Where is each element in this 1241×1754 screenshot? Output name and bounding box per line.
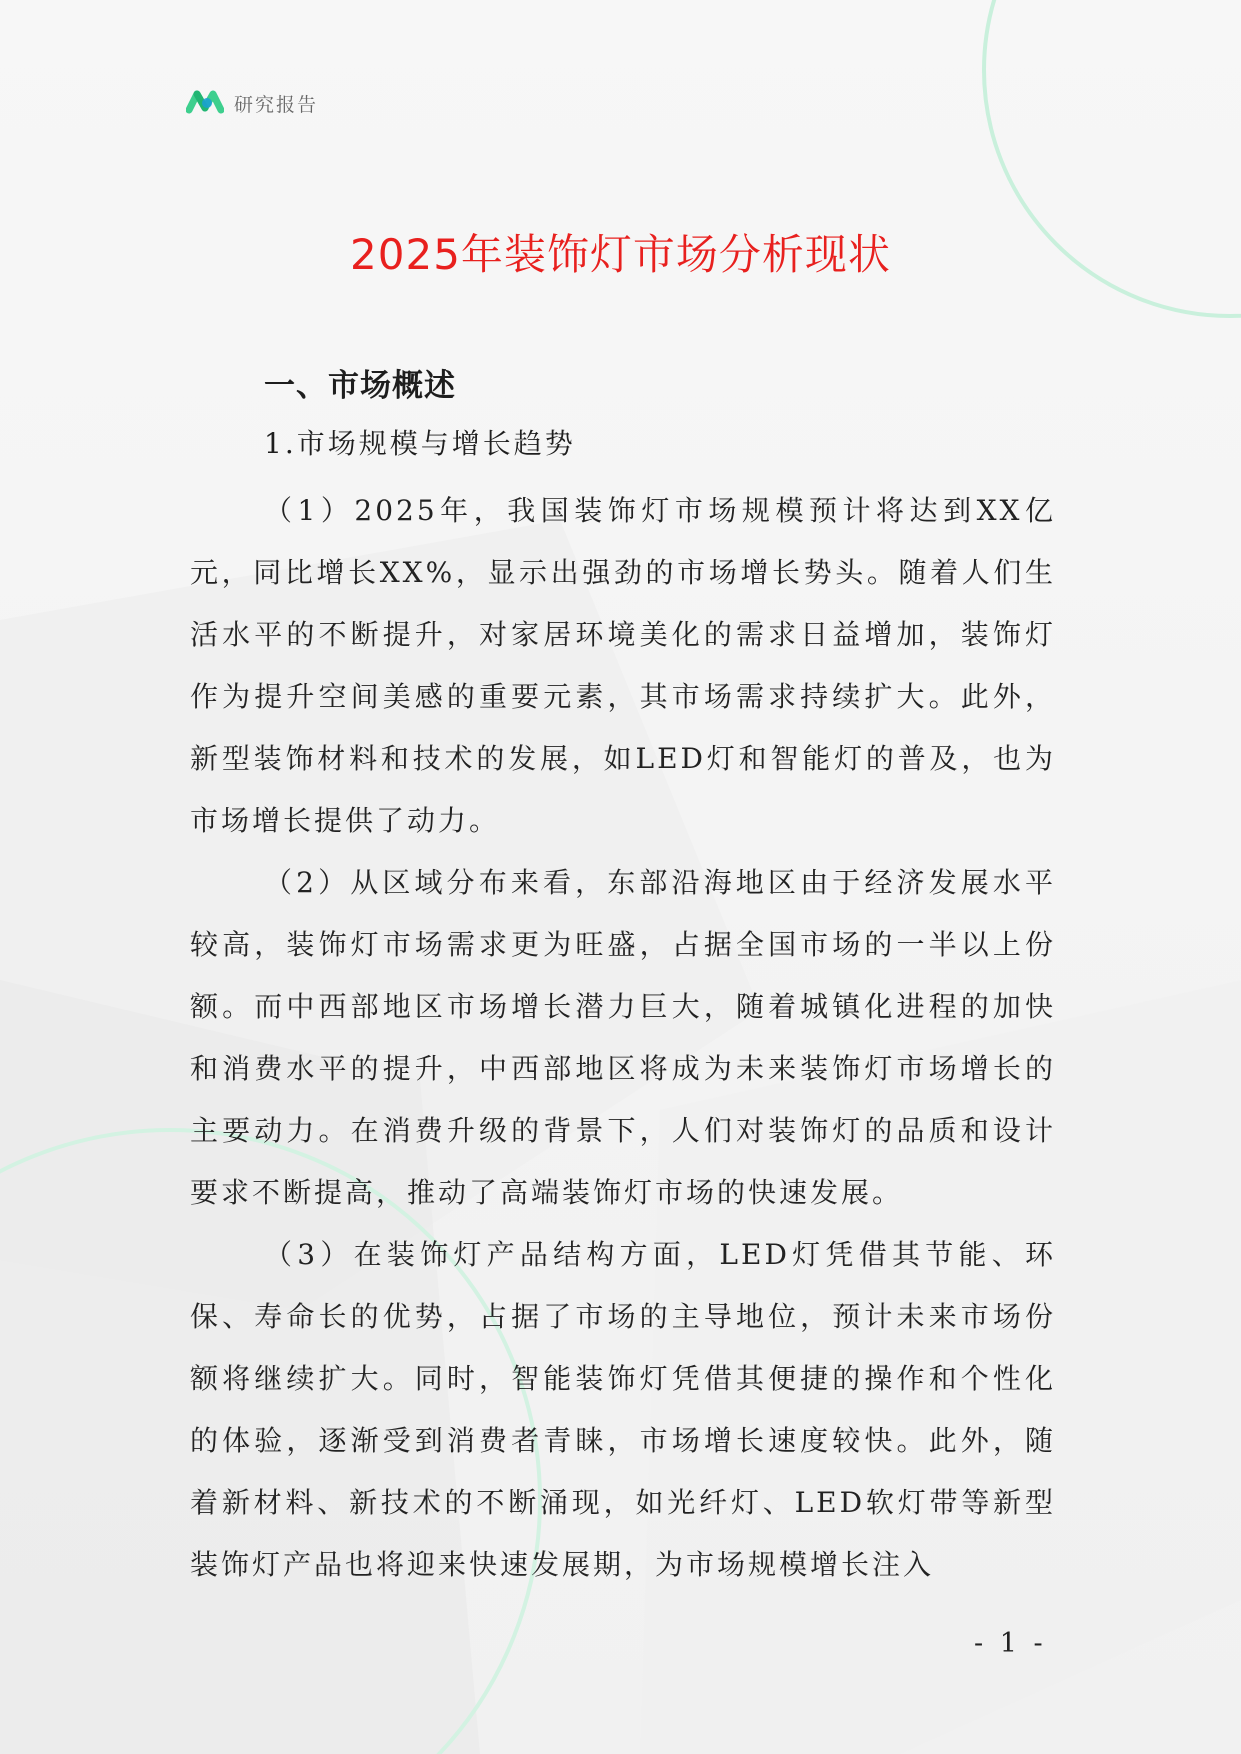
paragraph: （2）从区域分布来看，东部沿海地区由于经济发展水平较高，装饰灯市场需求更为旺盛，占据全国市场的一半以上份额。而中西部地区市场增长潜力巨大，随着城镇化进程的加快和消费水平的提升，中西部地区将成为未来装饰灯市场增长的主要动力。在消费升级的背景下，人们对装饰灯的品质和设计要求不断提高，推动了高端装饰灯市场的快速发展。 [190, 866, 1056, 1209]
report-logo-icon [186, 88, 224, 118]
section-heading: 一、市场概述 [264, 368, 456, 404]
paragraph: （3）在装饰灯产品结构方面，LED灯凭借其节能、环保、寿命长的优势，占据了市场的主导地位，预计未来市场份额将继续扩大。同时，智能装饰灯凭借其便捷的操作和个性化的体验，逐渐受到消费者青睐，市场增长速度较快。此外，随着新材料、新技术的不断涌现，如光纤灯、LED软灯带等新型装饰灯产品也将迎来快速发展期，为市场规模增长注入 [190, 1238, 1056, 1581]
document-body [190, 480, 1056, 1596]
sub-heading: 1.市场规模与增长趋势 [264, 427, 576, 460]
header-label: 研究报告 [234, 93, 319, 116]
report-header [186, 88, 318, 118]
page-number: - 1 - [974, 1628, 1047, 1659]
page-title: 2025年装饰灯市场分析现状 [350, 230, 891, 279]
paragraph: （1）2025年，我国装饰灯市场规模预计将达到XX亿元，同比增长XX%，显示出强劲的市场增长势头。随着人们生活水平的不断提升，对家居环境美化的需求日益增加，装饰灯作为提升空间美感的重要元素，其市场需求持续扩大。此外，新型装饰材料和技术的发展，如LED灯和智能灯的普及，也为市场增长提供了动力。 [190, 494, 1056, 837]
